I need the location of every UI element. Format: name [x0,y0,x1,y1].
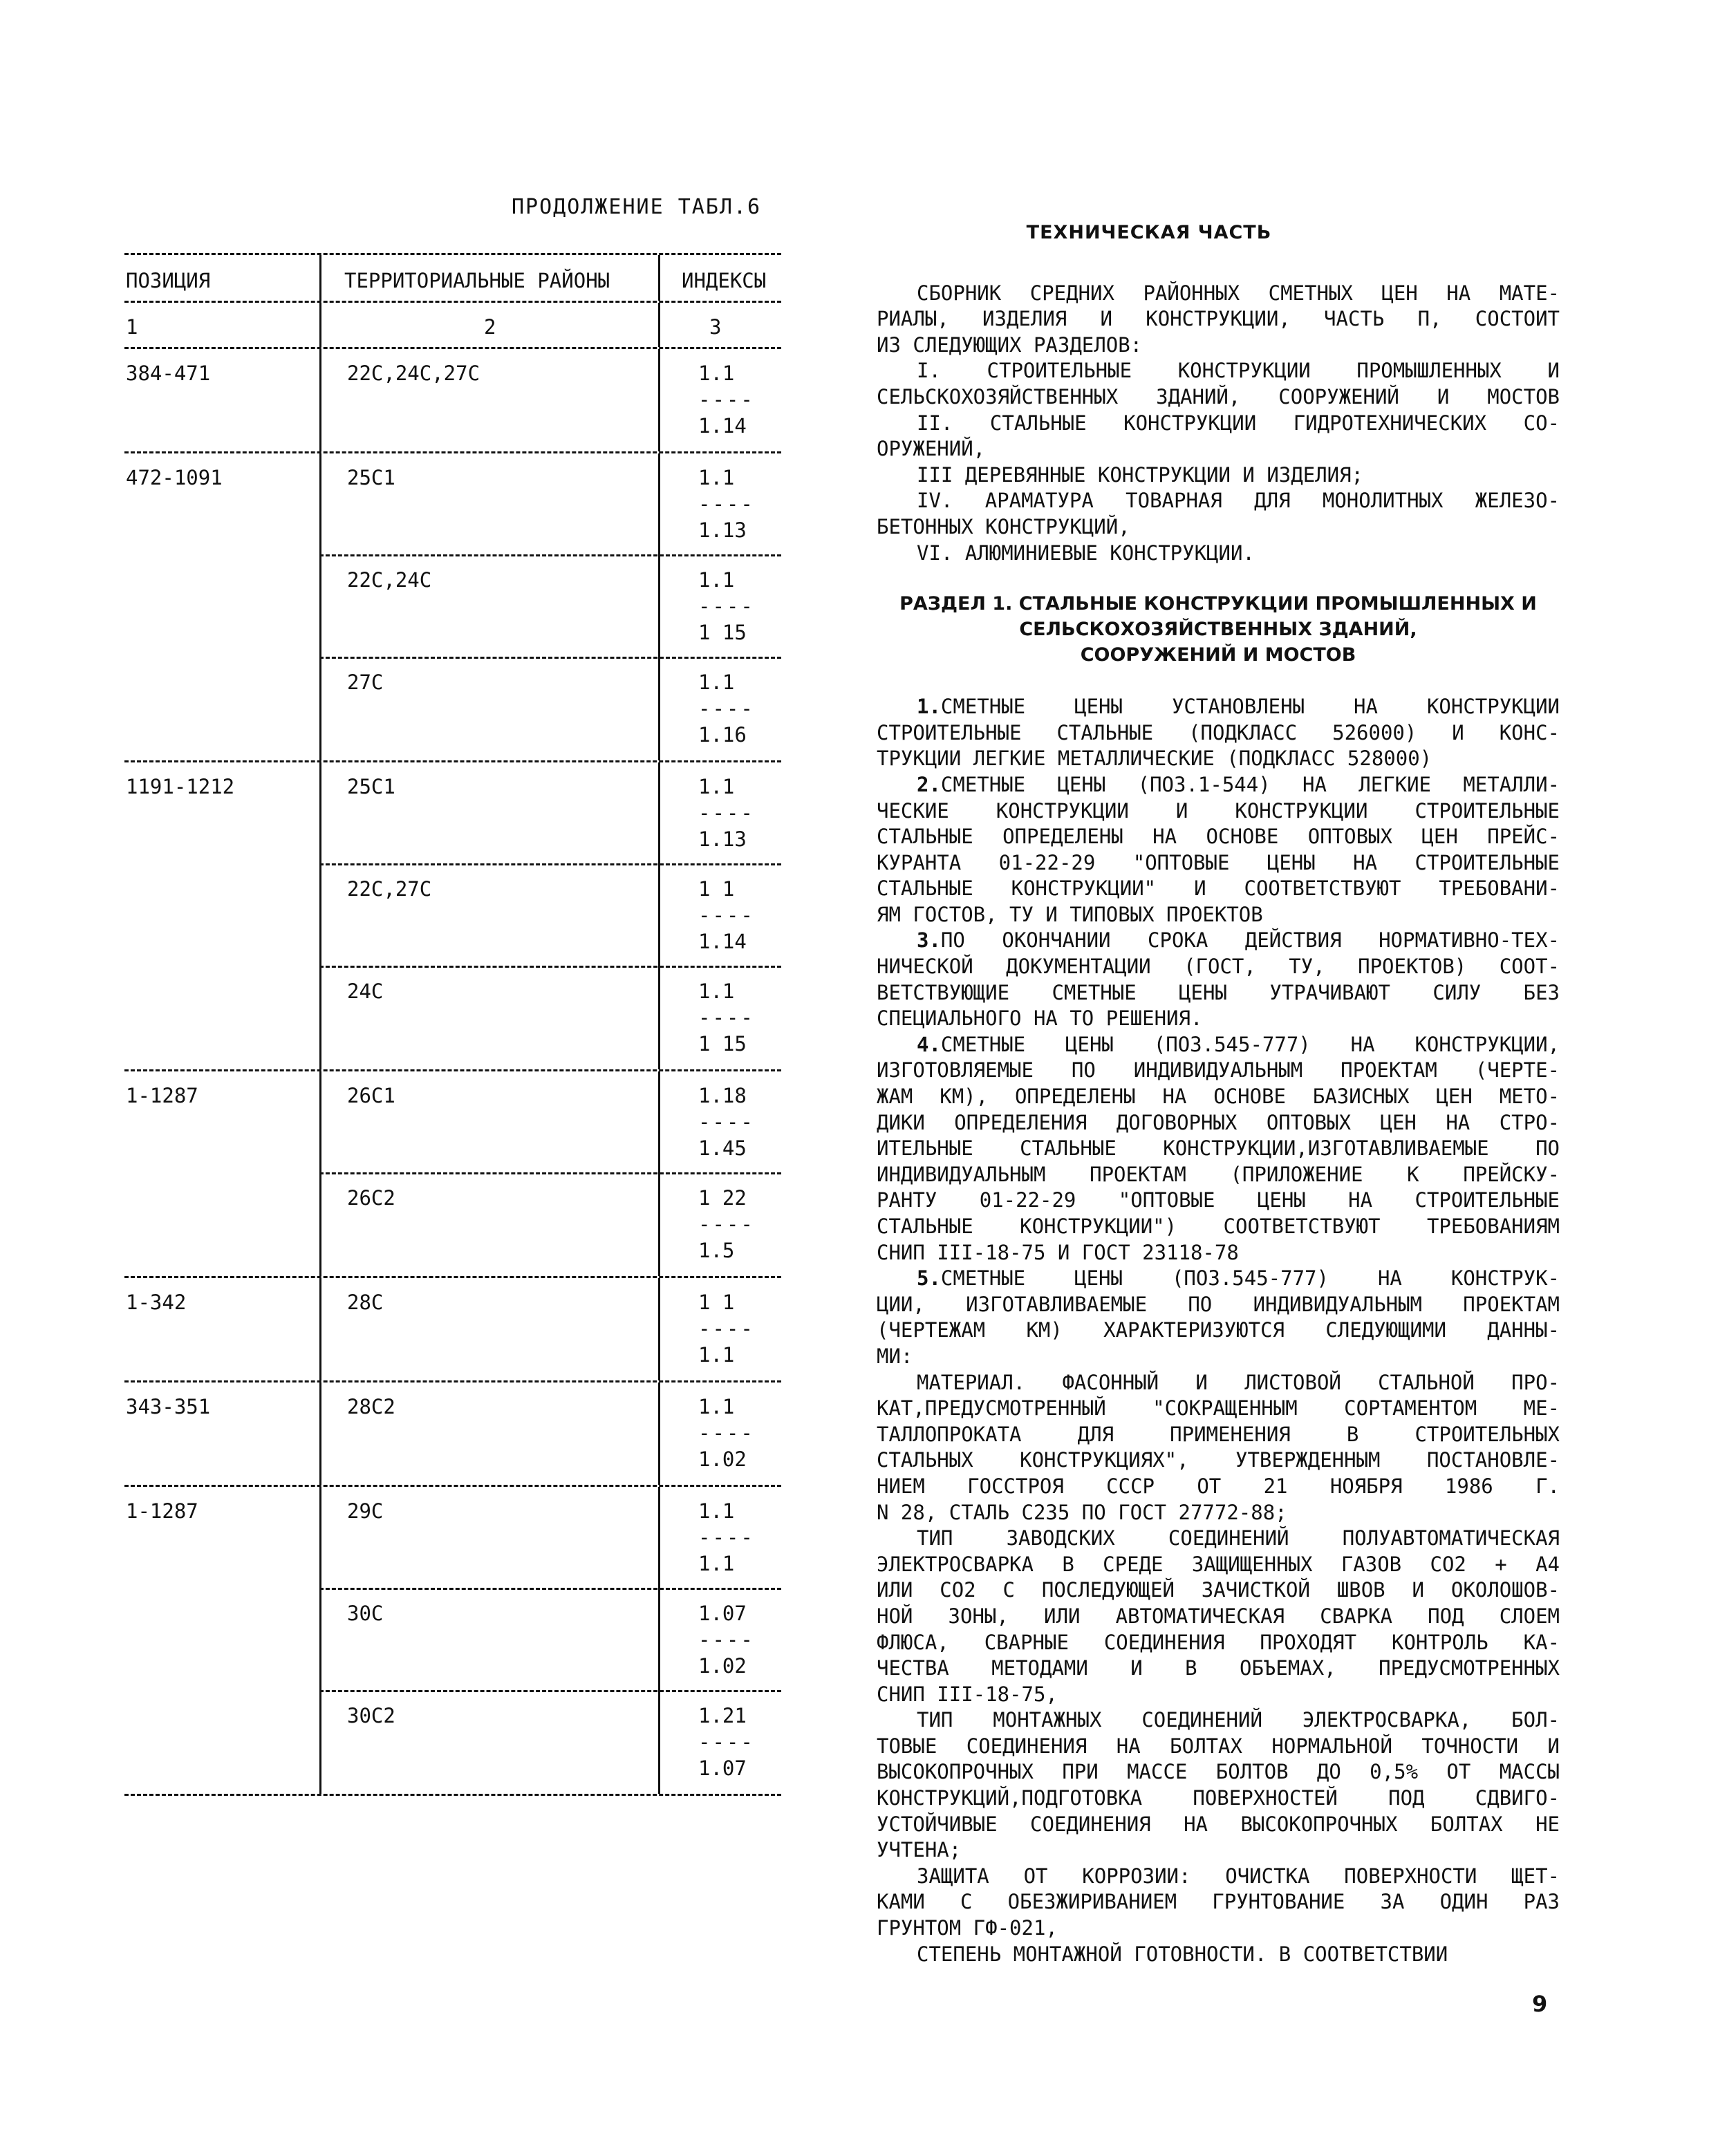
fraction-line: ---- [698,594,755,618]
paragraph-line: ЦИИ, ИЗГОТАВЛИВАЕМЫЕ ПО ИНДИВИДУАЛЬНЫМ ПРОЕКТАМ [877,1292,1560,1316]
index-numerator: 1.1 [698,775,735,798]
detail-line: ГРУНТОМ ГФ-021, [877,1916,1058,1940]
paragraph-text: СМЕТНЫЕ ЦЕНЫ (ПОЗ.1-544) НА ЛЕГКИЕ МЕТАЛЛИ- [940,772,1560,796]
paragraph-line: СПЕЦИАЛЬНОГО НА ТО РЕШЕНИЯ. [877,1006,1203,1031]
fraction-line: ---- [698,903,755,927]
header-position: ПОЗИЦИЯ [126,269,211,292]
detail-line: ИЛИ СО2 С ПОСЛЕДУЮЩЕЙ ЗАЧИСТКОЙ ШВОВ И ОКОЛОШОВ- [877,1578,1560,1602]
index-denominator: 1.1 [698,1552,735,1575]
paragraph-line: РАНТУ 01-22-29 "ОПТОВЫЕ ЦЕНЫ НА СТРОИТЕЛЬНЫЕ [877,1188,1560,1212]
region-cell: 26С1 [347,1084,395,1107]
text-line: VI. АЛЮМИНИЕВЫЕ КОНСТРУКЦИИ. [917,541,1255,565]
fraction-line: ---- [698,801,755,825]
table-row [124,762,781,865]
section-title [877,591,1560,668]
technical-part-title: ТЕХНИЧЕСКАЯ ЧАСТЬ [1026,222,1272,243]
table-row [124,1174,781,1276]
index-denominator: 1.02 [698,1447,747,1471]
detail-line: КАТ,ПРЕДУСМОТРЕННЫЙ "СОКРАЩЕННЫМ СОРТАМЕНТОМ МЕ- [877,1396,1560,1421]
paragraph-line [877,1032,1560,1058]
sub-row-separator [319,1172,781,1174]
paragraph-line: ИТЕЛЬНЫЕ СТАЛЬНЫЕ КОНСТРУКЦИИ,ИЗГОТАВЛИВАЕМЫЕ ПО [877,1136,1560,1161]
index-numerator: 1.1 [698,1499,735,1523]
index-denominator: 1.07 [698,1756,747,1780]
paragraph-line: ВЕТСТВУЮЩИЕ СМЕТНЫЕ ЦЕНЫ УТРАЧИВАЮТ СИЛУ БЕЗ [877,980,1560,1004]
numbered-paragraphs [877,694,1560,1369]
table-bottom-rule [124,1794,781,1796]
paragraph-line [877,694,1560,720]
detail-line: ЗАЩИТА ОТ КОРРОЗИИ: ОЧИСТКА ПОВЕРХНОСТИ ЩЕТ- [917,1864,1560,1888]
index-denominator: 1.1 [698,1343,735,1367]
table-row [124,1278,781,1380]
position-cell: 1-1287 [126,1499,198,1523]
index-denominator: 1.02 [698,1654,747,1678]
paragraph-number: 4. [917,1032,941,1056]
detail-line: ВЫСОКОПРОЧНЫХ ПРИ МАССЕ БОЛТОВ ДО 0,5% ОТ МАССЫ [877,1760,1560,1784]
column-number: 3 [709,315,722,339]
table-row [124,453,781,556]
position-cell: 1191-1212 [126,775,235,798]
fraction-line: ---- [698,388,755,411]
paragraph-line: ДИКИ ОПРЕДЕЛЕНИЯ ДОГОВОРНЫХ ОПТОВЫХ ЦЕН НА СТРО- [877,1110,1560,1134]
region-cell: 24С [347,979,384,1003]
index-numerator: 1 1 [698,877,735,901]
index-numerator: 1.18 [698,1084,747,1107]
region-cell: 27С [347,671,384,694]
text-line: I. СТРОИТЕЛЬНЫЕ КОНСТРУКЦИИ ПРОМЫШЛЕННЫХ И [917,359,1560,383]
text-line: III ДЕРЕВЯННЫЕ КОНСТРУКЦИИ И ИЗДЕЛИЯ; [917,462,1364,487]
detail-line: МАТЕРИАЛ. ФАСОННЫЙ И ЛИСТОВОЙ СТАЛЬНОЙ ПРО- [917,1370,1560,1394]
position-cell: 1-342 [126,1291,187,1314]
paragraph-line [877,1266,1560,1292]
detail-line: КАМИ С ОБЕЗЖИРИВАНИЕМ ГРУНТОВАНИЕ ЗА ОДИН РАЗ [877,1890,1560,1914]
section-title-line: СООРУЖЕНИЙ И МОСТОВ [1080,644,1356,666]
region-cell: 28С [347,1291,384,1314]
header-indices: ИНДЕКСЫ [682,269,767,292]
index-numerator: 1.21 [698,1704,747,1727]
text-line: ОРУЖЕНИЙ, [877,437,986,461]
region-cell: 28С2 [347,1395,395,1418]
index-numerator: 1.1 [698,466,735,489]
index-denominator: 1 15 [698,621,747,644]
continuation-label: ПРОДОЛЖЕНИЕ ТАБЛ.6 [512,195,762,219]
index-numerator: 1.1 [698,671,735,694]
header-regions: ТЕРРИТОРИАЛЬНЫЕ РАЙОНЫ [344,269,610,292]
index-table [124,253,781,1796]
fraction-line: ---- [698,1628,755,1651]
table-row [124,1589,781,1691]
region-cell: 25С1 [347,775,395,798]
technical-part [877,220,1560,1967]
index-numerator: 1.1 [698,979,735,1003]
text-line: II. СТАЛЬНЫЕ КОНСТРУКЦИИ ГИДРОТЕХНИЧЕСКИХ СО- [917,411,1560,435]
detail-line: НОЙ ЗОНЫ, ИЛИ АВТОМАТИЧЕСКАЯ СВАРКА ПОД СЛОЕМ [877,1604,1560,1628]
position-cell: 1-1287 [126,1084,198,1107]
region-cell: 26С2 [347,1186,395,1210]
table-row [124,1382,781,1485]
table-row [124,1071,781,1174]
fraction-line: ---- [698,1526,755,1549]
paragraph-line: ЧЕСКИЕ КОНСТРУКЦИИ И КОНСТРУКЦИИ СТРОИТЕЛЬНЫЕ [877,798,1560,823]
table-row [124,658,781,760]
region-cell: 25С1 [347,466,395,489]
paragraph-text: ПО ОКОНЧАНИИ СРОКА ДЕЙСТВИЯ НОРМАТИВНО-ТЕХ- [940,928,1560,953]
paragraph-number: 5. [917,1266,941,1291]
detail-paragraphs [877,1370,1560,1968]
text-line: ИЗ СЛЕДУЮЩИХ РАЗДЕЛОВ: [877,332,1143,357]
detail-line: ЧЕСТВА МЕТОДАМИ И В ОБЪЕМАХ, ПРЕДУСМОТРЕННЫХ [877,1656,1560,1680]
table-row [124,1691,781,1794]
fraction-line: ---- [698,1212,755,1236]
position-cell: 472-1091 [126,466,223,489]
index-denominator: 1.5 [698,1239,735,1262]
region-cell: 22С,27С [347,877,432,901]
detail-line: СТАЛЬНЫХ КОНСТРУКЦИЯХ", УТВЕРЖДЕННЫМ ПОСТАНОВЛЕ- [877,1448,1560,1472]
index-numerator: 1.1 [698,1395,735,1418]
detail-line: УЧТЕНА; [877,1838,962,1862]
paragraph-text: СМЕТНЫЕ ЦЕНЫ (ПОЗ.545-777) НА КОНСТРУК- [940,1266,1560,1291]
paragraph-text: СМЕТНЫЕ ЦЕНЫ (ПОЗ.545-777) НА КОНСТРУКЦИИ, [940,1032,1560,1056]
paragraph-line: ИЗГОТОВЛЯЕМЫЕ ПО ИНДИВИДУАЛЬНЫМ ПРОЕКТАМ (ЧЕРТЕ- [877,1058,1560,1082]
fraction-line: ---- [698,1317,755,1340]
detail-line: КОНСТРУКЦИЙ,ПОДГОТОВКА ПОВЕРХНОСТЕЙ ПОД СДВИГО- [877,1786,1560,1810]
detail-line: ТОВЫЕ СОЕДИНЕНИЯ НА БОЛТАХ НОРМАЛЬНОЙ ТОЧНОСТИ И [877,1734,1560,1758]
table-header-row [124,255,781,301]
fraction-line: ---- [698,1006,755,1029]
page-number: 9 [1532,1991,1548,2017]
region-cell: 29С [347,1499,384,1523]
sub-row-separator [319,863,781,865]
detail-line: НИЕМ ГОССТРОЯ СССР ОТ 21 НОЯБРЯ 1986 Г. [877,1474,1560,1498]
index-numerator: 1 22 [698,1186,747,1210]
index-denominator: 1.14 [698,930,747,953]
index-numerator: 1 1 [698,1291,735,1314]
paragraph-line [877,928,1560,954]
detail-line: ТИП МОНТАЖНЫХ СОЕДИНЕНИЙ ЭЛЕКТРОСВАРКА, БОЛ- [917,1708,1560,1732]
detail-line: СНИП III-18-75, [877,1682,1058,1706]
paragraph-line: ЯМ ГОСТОВ, ТУ И ТИПОВЫХ ПРОЕКТОВ [877,902,1263,926]
region-cell: 30С [347,1602,384,1625]
sub-row-separator [319,1690,781,1692]
fraction-line: ---- [698,492,755,516]
column-number: 2 [484,315,496,339]
text-line: СБОРНИК СРЕДНИХ РАЙОННЫХ СМЕТНЫХ ЦЕН НА МАТЕ- [917,281,1560,305]
region-cell: 22С,24С [347,568,432,592]
table-row [124,967,781,1069]
fraction-line: ---- [698,1110,755,1134]
column-number-row [124,303,781,347]
paragraph-line: (ЧЕРТЕЖАМ КМ) ХАРАКТЕРИЗУЮТСЯ СЛЕДУЮЩИМИ ДАННЫ- [877,1318,1560,1342]
paragraph-line: ИНДИВИДУАЛЬНЫМ ПРОЕКТАМ (ПРИЛОЖЕНИЕ К ПРЕЙСКУ- [877,1162,1560,1186]
detail-line: УСТОЙЧИВЫЕ СОЕДИНЕНИЯ НА ВЫСОКОПРОЧНЫХ БОЛТАХ НЕ [877,1812,1560,1836]
fraction-line: ---- [698,1730,755,1754]
detail-line: ТИП ЗАВОДСКИХ СОЕДИНЕНИЙ ПОЛУАВТОМАТИЧЕСКАЯ [917,1526,1560,1550]
text-line: СЕЛЬСКОХОЗЯЙСТВЕННЫХ ЗДАНИЙ, СООРУЖЕНИЙ И МОСТОВ [877,384,1560,409]
paragraph-line: КУРАНТА 01-22-29 "ОПТОВЫЕ ЦЕНЫ НА СТРОИТЕЛЬНЫЕ [877,850,1560,874]
index-numerator: 1.1 [698,362,735,385]
index-denominator: 1 15 [698,1032,747,1056]
sub-row-separator [319,657,781,659]
index-denominator: 1.14 [698,414,747,438]
paragraph-line: СТАЛЬНЫЕ КОНСТРУКЦИИ") СООТВЕТСТВУЮТ ТРЕБОВАНИЯМ [877,1215,1560,1238]
detail-line: ЭЛЕКТРОСВАРКА В СРЕДЕ ЗАЩИЩЕННЫХ ГАЗОВ СО2 + А4 [877,1552,1560,1576]
text-line: IV. АРАМАТУРА ТОВАРНАЯ ДЛЯ МОНОЛИТНЫХ ЖЕЛЕЗО- [917,489,1560,513]
intro-text [877,281,1560,567]
index-denominator: 1.13 [698,518,747,542]
paragraph-line [877,772,1560,798]
position-cell: 384-471 [126,362,211,385]
text-line: БЕТОННЫХ КОНСТРУКЦИЙ, [877,514,1130,538]
region-cell: 22С,24С,27С [347,362,480,385]
detail-line: ФЛЮСА, СВАРНЫЕ СОЕДИНЕНИЯ ПРОХОДЯТ КОНТРОЛЬ КА- [877,1630,1560,1654]
paragraph-line: ТРУКЦИИ ЛЕГКИЕ МЕТАЛЛИЧЕСКИЕ (ПОДКЛАСС 528000) [877,747,1432,771]
table-body [124,349,781,1794]
paragraph-line: СТАЛЬНЫЕ ОПРЕДЕЛЕНЫ НА ОСНОВЕ ОПТОВЫХ ЦЕН ПРЕЙС- [877,825,1560,849]
sub-row-separator [319,1588,781,1590]
fraction-line: ---- [698,697,755,720]
paragraph-text: СМЕТНЫЕ ЦЕНЫ УСТАНОВЛЕНЫ НА КОНСТРУКЦИИ [940,695,1560,719]
paragraph-line: НИЧЕСКОЙ ДОКУМЕНТАЦИИ (ГОСТ, ТУ, ПРОЕКТОВ) СООТ- [877,955,1560,979]
text-line: РИАЛЫ, ИЗДЕЛИЯ И КОНСТРУКЦИИ, ЧАСТЬ П, СОСТОИТ [877,307,1560,331]
fraction-line: ---- [698,1421,755,1445]
column-number: 1 [126,315,138,339]
position-cell: 343-351 [126,1395,211,1418]
paragraph-line: ЖАМ КМ), ОПРЕДЕЛЕНЫ НА ОСНОВЕ БАЗИСНЫХ ЦЕН МЕТО- [877,1085,1560,1109]
paragraph-line: СНИП III-18-75 И ГОСТ 23118-78 [877,1240,1239,1264]
table-row [124,865,781,967]
sub-row-separator [319,966,781,968]
detail-line: ТАЛЛОПРОКАТА ДЛЯ ПРИМЕНЕНИЯ В СТРОИТЕЛЬНЫХ [877,1422,1560,1446]
detail-line: N 28, СТАЛЬ С235 ПО ГОСТ 27772-88; [877,1500,1287,1524]
section-title-line: РАЗДЕЛ 1. СТАЛЬНЫЕ КОНСТРУКЦИИ ПРОМЫШЛЕННЫХ И [899,593,1537,615]
paragraph-number: 1. [917,695,941,719]
paragraph-line: СТАЛЬНЫЕ КОНСТРУКЦИИ" И СООТВЕТСТВУЮТ ТРЕБОВАНИ- [877,877,1560,901]
paragraph-line: МИ: [877,1344,913,1368]
paragraph-number: 2. [917,772,941,796]
index-denominator: 1.13 [698,827,747,851]
paragraph-number: 3. [917,928,941,953]
paragraph-line: СТРОИТЕЛЬНЫЕ СТАЛЬНЫЕ (ПОДКЛАСС 526000) И КОНС- [877,720,1560,744]
table-row [124,556,781,658]
region-cell: 30С2 [347,1704,395,1727]
index-numerator: 1.1 [698,568,735,592]
detail-line: СТЕПЕНЬ МОНТАЖНОЙ ГОТОВНОСТИ. В СООТВЕТСТВИИ [917,1942,1448,1966]
index-denominator: 1.16 [698,723,747,747]
table-row [124,349,781,451]
table-row [124,1487,781,1589]
index-denominator: 1.45 [698,1136,747,1160]
sub-row-separator [319,554,781,556]
section-title-line: СЕЛЬСКОХОЗЯЙСТВЕННЫХ ЗДАНИЙ, [1019,619,1417,641]
index-numerator: 1.07 [698,1602,747,1625]
